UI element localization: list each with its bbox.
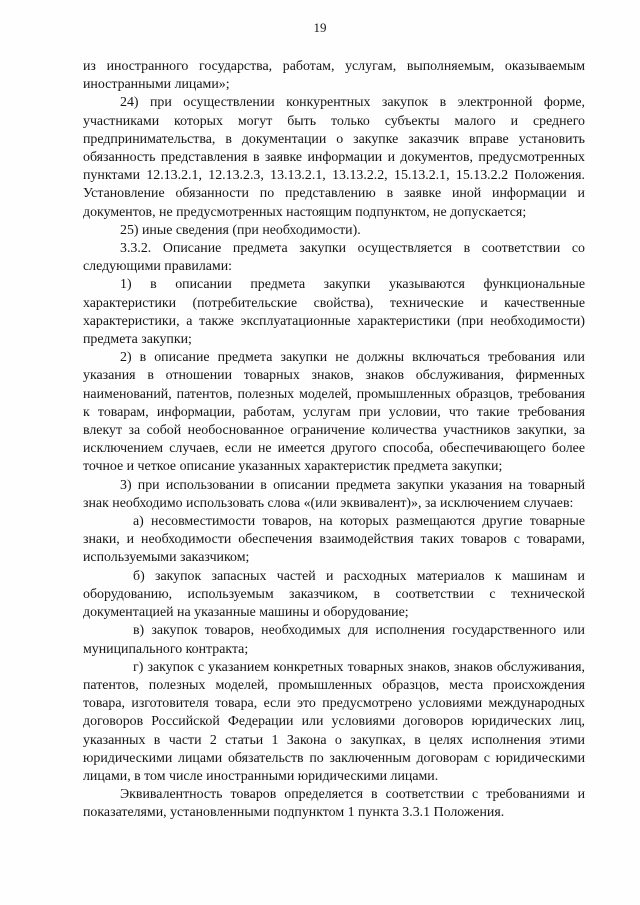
document-body — [83, 58, 585, 823]
paragraph-exception-v: в) закупок товаров, необходимых для исполнения государственного или муниципального контракта; — [83, 623, 585, 657]
paragraph-exception-g: г) закупок с указанием конкретных товарных знаков, знаков обслуживания, патентов, полезных моделей, промышленных образцов, места происхождения товара, изготовителя товара, если это предусмотрено условиями международных договоров Российской Федерации или условиями договоров юридических лиц, указанных в части 2 статьи 1 Закона о закупках, в целях исполнения этими юридическими лицами обязательств по заключенным договорам с юридическими лицами, в том числе иностранными юридическими лицами. — [83, 659, 585, 784]
paragraph-rule-1: 1) в описании предмета закупки указываются функциональные характеристики (потребительские свойства), технические и качественные характеристики, а также эксплуатационные характеристики (при необходимости) предмета закупки; — [83, 277, 585, 348]
paragraph-continuation: из иностранного государства, работам, услугам, выполняемым, оказываемым иностранными лицами»; — [83, 59, 585, 93]
paragraph-rule-3: 3) при использовании в описании предмета закупки указания на товарный знак необходимо использовать слова «(или эквивалент)», за исключением случаев: — [83, 477, 585, 511]
page-number: 19 — [313, 20, 327, 35]
paragraph-exception-a: а) несовместимости товаров, на которых размещаются другие товарные знаки, и необходимости обеспечения взаимодействия таких товаров с товарами, используемыми заказчиком; — [83, 514, 585, 566]
paragraph-exception-b: б) закупок запасных частей и расходных материалов к машинам и оборудованию, используемым заказчиком, в соответствии с технической документацией на указанные машины и оборудование; — [83, 568, 585, 621]
paragraph-item-25: 25) иные сведения (при необходимости). — [120, 222, 361, 238]
paragraph-item-24: 24) при осуществлении конкурентных закупок в электронной форме, участниками которых могут быть только субъекты малого и среднего предпринимательства, в документации о закупке заказчик вправе установить обязанность представления в заявке информации и документов, предусмотренных пунктами 12.13.2.1, 12.13.2.3, 13.13.2.1, 13.13.2.2, 15.13.2.1, 15.13.2.2 Положения. Установление обязанности по представлению в заявке иной информации и документов, не предусмотренных настоящим подпунктом, не допускается; — [83, 95, 585, 220]
paragraph-equivalence: Эквивалентность товаров определяется в соответствии с требованиями и показателями, установленными подпунктом 1 пункта 3.3.1 Положения. — [83, 787, 585, 821]
paragraph-section-3-3-2: 3.3.2. Описание предмета закупки осуществляется в соответствии со следующими правилами: — [83, 241, 585, 275]
paragraph-rule-2: 2) в описание предмета закупки не должны включаться требования или указания в отношении товарных знаков, знаков обслуживания, фирменных наименований, патентов, полезных моделей, промышленных образцов, требования к товарам, информации, работам, услугам при условии, что такие требования влекут за собой необоснованное ограничение количества участников закупки, за исключением случаев, если не имеется другого способа, обеспечивающего более точное и четкое описание указанных характеристик предмета закупки; — [83, 350, 585, 475]
